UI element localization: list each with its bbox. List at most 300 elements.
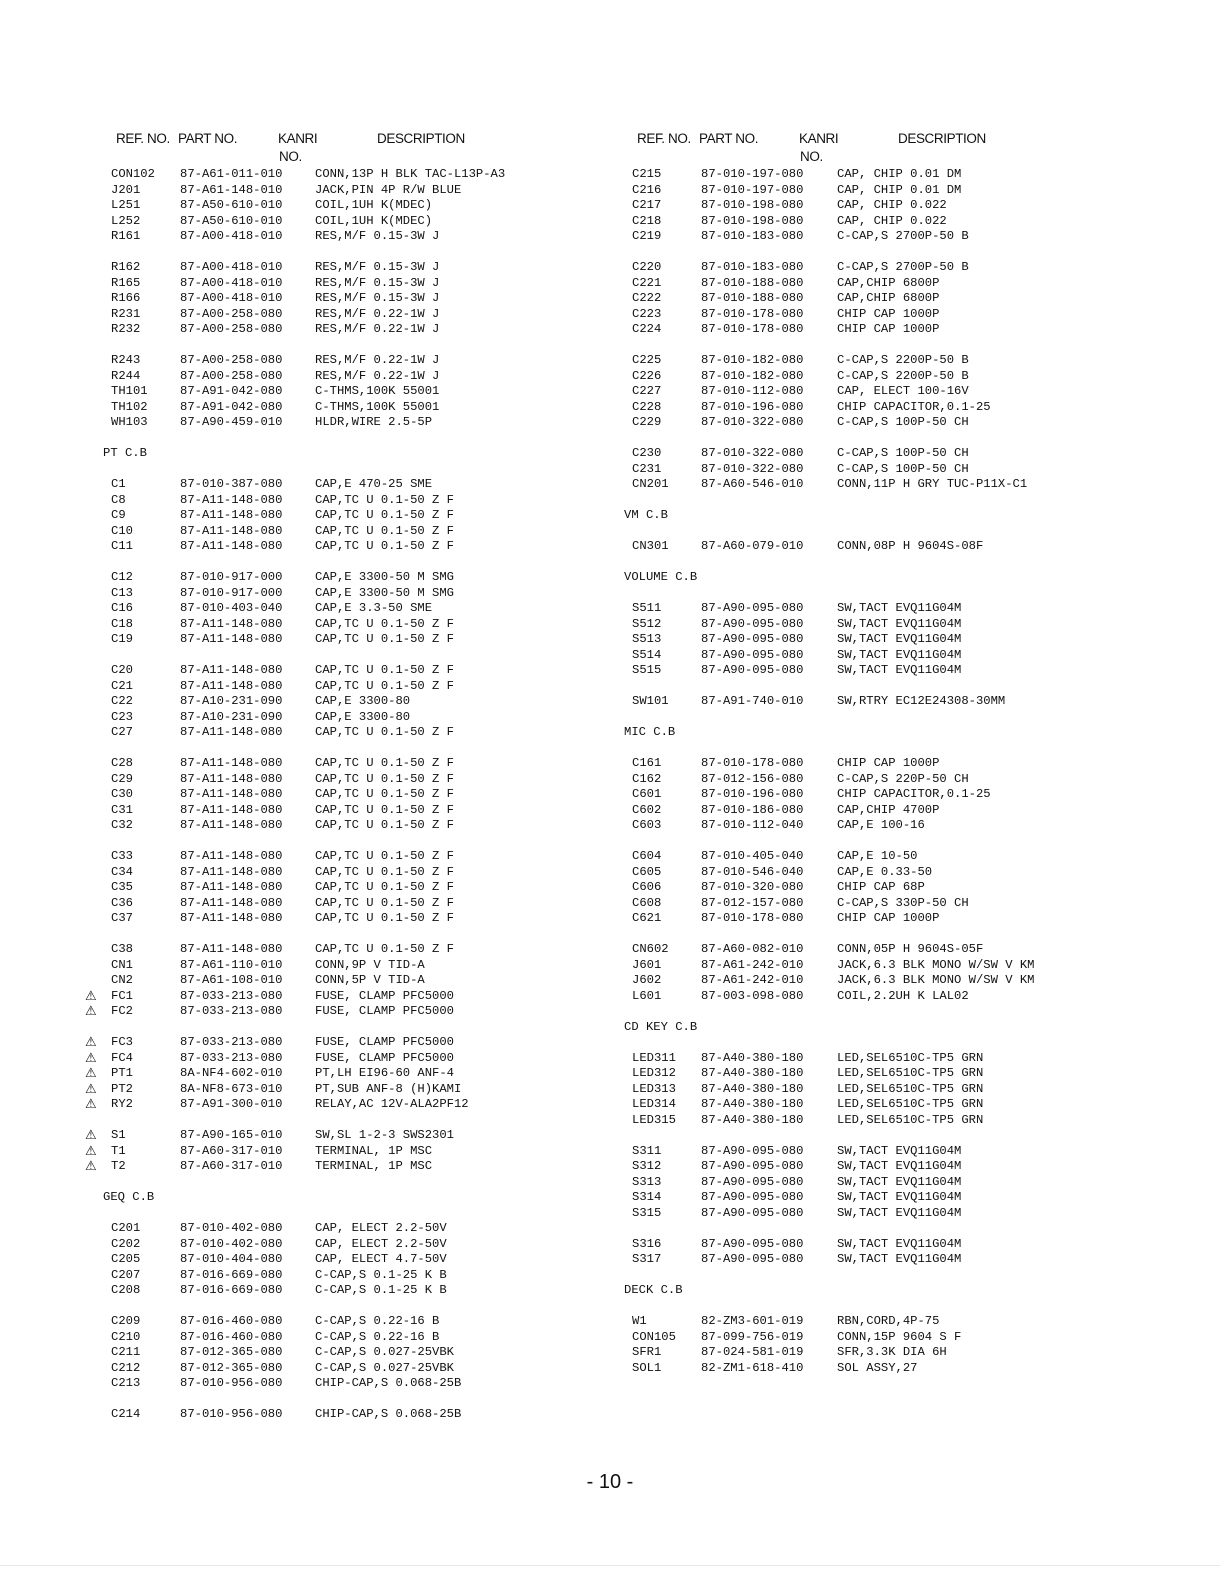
part-row	[615, 353, 1175, 369]
ref-no-cell: S515	[632, 663, 662, 677]
description-cell: RBN,CORD,4P-75	[837, 1314, 940, 1328]
part-no-cell: 87-A11-148-080	[180, 849, 283, 863]
safety-warning-icon: ⚠	[85, 1066, 97, 1081]
part-row	[615, 617, 1175, 633]
part-row	[82, 1004, 622, 1020]
ref-no-cell: S315	[632, 1205, 662, 1220]
part-no-cell: 87-A11-148-080	[180, 771, 283, 786]
ref-no-cell: C222	[632, 291, 662, 305]
ref-no-cell: C10	[111, 523, 133, 538]
ref-no-cell: CN301	[632, 539, 669, 553]
section-title	[82, 1190, 622, 1206]
description-cell: RES,M/F 0.15-3W J	[315, 229, 440, 243]
part-row	[82, 865, 622, 881]
ref-no-cell: R165	[111, 275, 141, 290]
ref-no-cell: C605	[632, 864, 662, 879]
ref-no-cell: C30	[111, 787, 133, 801]
part-row	[82, 369, 622, 385]
part-row	[82, 1035, 622, 1051]
part-no-cell: 87-A61-110-010	[180, 957, 283, 972]
description-cell: CAP,TC U 0.1-50 Z F	[315, 911, 454, 925]
part-row	[615, 865, 1175, 881]
ref-no-cell: R166	[111, 291, 141, 305]
description-cell: SW,SL 1-2-3 SWS2301	[315, 1128, 454, 1142]
part-row	[82, 1361, 622, 1377]
part-row	[82, 307, 622, 323]
description-cell: C-CAP,S 220P-50 CH	[837, 771, 969, 786]
ref-no-cell: C36	[111, 895, 133, 910]
description-cell: CAP,TC U 0.1-50 Z F	[315, 508, 454, 522]
section-title-text: DECK C.B	[624, 1283, 683, 1297]
part-no-cell: 87-010-182-080	[701, 368, 804, 383]
description-cell: CAP,TC U 0.1-50 Z F	[315, 787, 454, 801]
description-cell: CAP, CHIP 0.01 DM	[837, 182, 962, 197]
description-cell: CAP,TC U 0.1-50 Z F	[315, 895, 454, 910]
part-no-cell: 87-010-403-040	[180, 601, 283, 615]
part-row	[615, 772, 1175, 788]
part-row	[615, 958, 1175, 974]
part-row	[615, 1237, 1175, 1253]
part-row	[82, 384, 622, 400]
part-no-cell: 87-010-917-000	[180, 570, 283, 584]
part-no-cell: 87-010-402-080	[180, 1236, 283, 1251]
description-cell: C-CAP,S 0.22-16 B	[315, 1314, 440, 1328]
part-row	[82, 1407, 622, 1423]
part-no-cell: 87-A90-165-010	[180, 1128, 283, 1142]
part-no-cell: 87-A90-095-080	[701, 1174, 804, 1189]
part-row	[615, 818, 1175, 834]
description-cell: CHIP CAP 1000P	[837, 306, 940, 321]
part-no-cell: 87-010-196-080	[701, 787, 804, 801]
part-no-cell: 87-010-182-080	[701, 353, 804, 367]
part-no-cell: 87-010-188-080	[701, 275, 804, 290]
ref-no-cell: C207	[111, 1267, 141, 1282]
header-kanri-no: NO.	[279, 149, 302, 164]
description-cell: RES,M/F 0.22-1W J	[315, 368, 440, 383]
part-no-cell: 87-010-956-080	[180, 1407, 283, 1421]
description-cell: CAP,TC U 0.1-50 Z F	[315, 942, 454, 956]
part-row	[82, 989, 622, 1005]
ref-no-cell: C27	[111, 725, 133, 739]
part-row	[615, 1252, 1175, 1268]
part-no-cell: 87-A60-079-010	[701, 539, 804, 553]
ref-no-cell: L251	[111, 198, 141, 212]
ref-no-cell: C601	[632, 787, 662, 801]
description-cell: CAP,E 3300-80	[315, 694, 411, 708]
description-cell: JACK,6.3 BLK MONO W/SW V KM	[837, 957, 1035, 972]
description-cell: C-CAP,S 100P-50 CH	[837, 446, 969, 460]
section-title	[615, 725, 1175, 741]
part-row	[82, 679, 622, 695]
description-cell: CAP,E 3.3-50 SME	[315, 601, 433, 615]
ref-no-cell: C9	[111, 508, 126, 522]
description-cell: CAP, ELECT 2.2-50V	[315, 1236, 447, 1251]
ref-no-cell: C20	[111, 663, 133, 677]
description-cell: RES,M/F 0.22-1W J	[315, 306, 440, 321]
description-cell: C-CAP,S 0.027-25VBK	[315, 1345, 454, 1359]
description-cell: RES,M/F 0.22-1W J	[315, 353, 440, 367]
description-cell: CONN,13P H BLK TAC-L13P-A3	[315, 167, 506, 181]
part-no-cell: 87-010-405-040	[701, 849, 804, 863]
ref-no-cell: C219	[632, 229, 662, 243]
part-no-cell: 87-A10-231-090	[180, 694, 283, 708]
part-row	[615, 1361, 1175, 1377]
ref-no-cell: C608	[632, 895, 662, 910]
part-no-cell: 87-A60-317-010	[180, 1143, 283, 1158]
row-spacer	[82, 1299, 622, 1315]
part-no-cell: 87-A11-148-080	[180, 539, 283, 553]
part-row	[615, 849, 1175, 865]
ref-no-cell: C209	[111, 1314, 141, 1328]
ref-no-cell: C32	[111, 818, 133, 832]
part-no-cell: 87-A11-148-080	[180, 895, 283, 910]
part-row	[82, 183, 622, 199]
part-row	[82, 508, 622, 524]
part-row	[615, 942, 1175, 958]
part-no-cell: 87-A61-148-010	[180, 182, 283, 197]
part-row	[615, 446, 1175, 462]
description-cell: SW,TACT EVQ11G04M	[837, 663, 962, 677]
part-no-cell: 87-A00-258-080	[180, 368, 283, 383]
parts-list-right-column	[615, 131, 1175, 1376]
part-no-cell: 87-010-197-080	[701, 167, 804, 181]
part-row	[82, 400, 622, 416]
part-row	[82, 772, 622, 788]
description-cell: SW,TACT EVQ11G04M	[837, 632, 962, 646]
ref-no-cell: SFR1	[632, 1345, 662, 1359]
ref-no-cell: C215	[632, 167, 662, 181]
ref-no-cell: S512	[632, 616, 662, 631]
description-cell: C-CAP,S 0.027-25VBK	[315, 1360, 454, 1375]
ref-no-cell: C161	[632, 756, 662, 770]
description-cell: C-CAP,S 100P-50 CH	[837, 461, 969, 476]
part-row	[615, 1082, 1175, 1098]
section-title	[615, 508, 1175, 524]
description-cell: SOL ASSY,27	[837, 1360, 918, 1375]
part-row	[82, 756, 622, 772]
part-no-cell: 87-033-213-080	[180, 1050, 283, 1065]
header-part-no: PART NO.	[699, 131, 759, 146]
part-row	[615, 880, 1175, 896]
ref-no-cell: S313	[632, 1174, 662, 1189]
part-row	[82, 539, 622, 555]
header-kanri-no: NO.	[800, 149, 823, 164]
part-no-cell: 87-A91-300-010	[180, 1097, 283, 1111]
part-row	[615, 183, 1175, 199]
part-no-cell: 87-A40-380-180	[701, 1097, 804, 1111]
ref-no-cell: C12	[111, 570, 133, 584]
part-no-cell: 87-A40-380-180	[701, 1050, 804, 1065]
description-cell: CAP,TC U 0.1-50 Z F	[315, 756, 454, 770]
ref-no-cell: TH101	[111, 384, 148, 398]
part-row	[615, 198, 1175, 214]
part-row	[82, 198, 622, 214]
ref-no-cell: R243	[111, 353, 141, 367]
ref-no-cell: R232	[111, 322, 141, 336]
description-cell: CAP,TC U 0.1-50 Z F	[315, 864, 454, 879]
part-no-cell: 87-A00-258-080	[180, 353, 283, 367]
part-no-cell: 87-010-186-080	[701, 802, 804, 817]
description-cell: CONN,08P H 9604S-08F	[837, 539, 984, 553]
description-cell: C-CAP,S 0.1-25 K B	[315, 1283, 447, 1297]
part-no-cell: 82-ZM1-618-410	[701, 1360, 804, 1375]
part-no-cell: 87-A90-095-080	[701, 647, 804, 662]
ref-no-cell: C205	[111, 1252, 141, 1266]
description-cell: SW,RTRY EC12E24308-30MM	[837, 694, 1006, 708]
ref-no-cell: C228	[632, 399, 662, 414]
part-row	[82, 725, 622, 741]
part-no-cell: 87-A90-095-080	[701, 1236, 804, 1251]
description-cell: CAP, ELECT 100-16V	[837, 384, 969, 398]
part-row	[615, 462, 1175, 478]
description-cell: FUSE, CLAMP PFC5000	[315, 1004, 454, 1018]
ref-no-cell: C227	[632, 384, 662, 398]
row-spacer	[615, 1128, 1175, 1144]
part-no-cell: 87-016-669-080	[180, 1267, 283, 1282]
part-no-cell: 87-010-183-080	[701, 260, 804, 274]
description-cell: CAP,CHIP 6800P	[837, 275, 940, 290]
part-row	[82, 617, 622, 633]
ref-no-cell: C225	[632, 353, 662, 367]
part-no-cell: 87-033-213-080	[180, 1035, 283, 1049]
part-no-cell: 87-A11-148-080	[180, 523, 283, 538]
ref-no-cell: C217	[632, 198, 662, 212]
part-row	[615, 307, 1175, 323]
ref-no-cell: C19	[111, 632, 133, 646]
part-row	[615, 369, 1175, 385]
section-title-text: VOLUME C.B	[624, 570, 698, 584]
part-row	[615, 384, 1175, 400]
part-row	[615, 1097, 1175, 1113]
description-cell: CAP,E 3300-80	[315, 709, 411, 724]
section-title	[615, 1020, 1175, 1036]
part-no-cell: 87-A11-148-080	[180, 818, 283, 832]
part-no-cell: 87-016-460-080	[180, 1329, 283, 1344]
section-title-text: CD KEY C.B	[624, 1019, 698, 1034]
description-cell: C-CAP,S 100P-50 CH	[837, 415, 969, 429]
description-cell: LED,SEL6510C-TP5 GRN	[837, 1112, 984, 1127]
description-cell: COIL,2.2UH K LAL02	[837, 988, 969, 1003]
description-cell: SW,TACT EVQ11G04M	[837, 601, 962, 615]
part-no-cell: 87-A00-418-010	[180, 229, 283, 243]
part-no-cell: 87-A61-242-010	[701, 957, 804, 972]
part-no-cell: 87-010-917-000	[180, 585, 283, 600]
part-no-cell: 87-010-402-080	[180, 1221, 283, 1235]
description-cell: C-CAP,S 2200P-50 B	[837, 353, 969, 367]
description-cell: FUSE, CLAMP PFC5000	[315, 1050, 454, 1065]
part-no-cell: 87-A61-108-010	[180, 973, 283, 987]
description-cell: HLDR,WIRE 2.5-5P	[315, 415, 433, 429]
description-cell: RES,M/F 0.15-3W J	[315, 275, 440, 290]
description-cell: JACK,6.3 BLK MONO W/SW V KM	[837, 973, 1035, 987]
description-cell: TERMINAL, 1P MSC	[315, 1143, 433, 1158]
part-row	[82, 710, 622, 726]
part-row	[82, 849, 622, 865]
part-no-cell: 82-ZM3-601-019	[701, 1314, 804, 1328]
part-no-cell: 87-A61-011-010	[180, 167, 283, 181]
description-cell: CAP,TC U 0.1-50 Z F	[315, 678, 454, 693]
part-no-cell: 87-010-178-080	[701, 322, 804, 336]
ref-no-cell: S511	[632, 601, 662, 615]
part-no-cell: 87-A61-242-010	[701, 973, 804, 987]
description-cell: CAP,TC U 0.1-50 Z F	[315, 492, 454, 507]
ref-no-cell: C602	[632, 802, 662, 817]
description-cell: C-THMS,100K 55001	[315, 399, 440, 414]
part-no-cell: 87-A50-610-010	[180, 198, 283, 212]
description-cell: CAP, CHIP 0.022	[837, 198, 947, 212]
parts-list-left-column	[82, 131, 622, 1423]
section-title	[615, 570, 1175, 586]
part-no-cell: 87-010-322-080	[701, 415, 804, 429]
part-no-cell: 87-A91-042-080	[180, 399, 283, 414]
part-no-cell: 87-A91-042-080	[180, 384, 283, 398]
description-cell: RES,M/F 0.15-3W J	[315, 260, 440, 274]
part-no-cell: 87-A11-148-080	[180, 508, 283, 522]
ref-no-cell: CON102	[111, 167, 155, 181]
row-spacer	[615, 245, 1175, 261]
part-no-cell: 87-A11-148-080	[180, 492, 283, 507]
ref-no-cell: C216	[632, 182, 662, 197]
description-cell: COIL,1UH K(MDEC)	[315, 198, 433, 212]
ref-no-cell: C8	[111, 492, 126, 507]
description-cell: CHIP CAP 1000P	[837, 911, 940, 925]
part-no-cell: 87-012-365-080	[180, 1360, 283, 1375]
part-row	[615, 663, 1175, 679]
part-no-cell: 8A-NF8-673-010	[180, 1081, 283, 1096]
ref-no-cell: RY2	[111, 1097, 133, 1111]
description-cell: CONN,5P V TID-A	[315, 973, 425, 987]
ref-no-cell: C226	[632, 368, 662, 383]
description-cell: SW,TACT EVQ11G04M	[837, 1252, 962, 1266]
description-cell: RELAY,AC 12V-ALA2PF12	[315, 1097, 469, 1111]
description-cell: SW,TACT EVQ11G04M	[837, 647, 962, 662]
ref-no-cell: J201	[111, 182, 141, 197]
part-row	[82, 1376, 622, 1392]
part-no-cell: 87-A00-258-080	[180, 306, 283, 321]
part-no-cell: 87-A50-610-010	[180, 213, 283, 228]
part-row	[615, 229, 1175, 245]
part-no-cell: 87-010-183-080	[701, 229, 804, 243]
part-row	[615, 322, 1175, 338]
part-row	[82, 477, 622, 493]
ref-no-cell: L252	[111, 213, 141, 228]
ref-no-cell: C28	[111, 756, 133, 770]
header-description: DESCRIPTION	[377, 131, 465, 146]
part-no-cell: 87-010-320-080	[701, 880, 804, 894]
row-spacer	[82, 1392, 622, 1408]
description-cell: PT,LH EI96-60 ANF-4	[315, 1066, 454, 1080]
description-cell: CHIP-CAP,S 0.068-25B	[315, 1407, 462, 1421]
part-no-cell: 87-A11-148-080	[180, 678, 283, 693]
section-title	[82, 446, 622, 462]
part-row	[615, 214, 1175, 230]
description-cell: CAP,TC U 0.1-50 Z F	[315, 880, 454, 894]
part-no-cell: 87-A90-095-080	[701, 601, 804, 615]
ref-no-cell: C22	[111, 694, 133, 708]
parts-rows	[82, 167, 622, 1423]
part-row	[615, 632, 1175, 648]
part-no-cell: 87-010-188-080	[701, 291, 804, 305]
description-cell: CAP, CHIP 0.022	[837, 213, 947, 228]
ref-no-cell: T2	[111, 1159, 126, 1173]
ref-no-cell: C621	[632, 911, 662, 925]
part-row	[82, 1252, 622, 1268]
part-row	[615, 477, 1175, 493]
header-description: DESCRIPTION	[898, 131, 986, 146]
ref-no-cell: PT2	[111, 1081, 133, 1096]
part-row	[615, 167, 1175, 183]
part-row	[82, 1268, 622, 1284]
ref-no-cell: C18	[111, 616, 133, 631]
ref-no-cell: FC3	[111, 1035, 133, 1049]
part-row	[82, 291, 622, 307]
description-cell: CAP,E 3300-50 M SMG	[315, 585, 454, 600]
description-cell: LED,SEL6510C-TP5 GRN	[837, 1066, 984, 1080]
part-row	[82, 818, 622, 834]
ref-no-cell: L601	[632, 988, 662, 1003]
safety-warning-icon: ⚠	[85, 1035, 97, 1050]
part-no-cell: 87-A11-148-080	[180, 616, 283, 631]
part-row	[615, 989, 1175, 1005]
part-row	[615, 1190, 1175, 1206]
ref-no-cell: C202	[111, 1236, 141, 1251]
part-no-cell: 87-A40-380-180	[701, 1112, 804, 1127]
description-cell: CHIP-CAP,S 0.068-25B	[315, 1376, 462, 1390]
part-no-cell: 87-033-213-080	[180, 1004, 283, 1018]
description-cell: SW,TACT EVQ11G04M	[837, 1236, 962, 1251]
description-cell: C-THMS,100K 55001	[315, 384, 440, 398]
description-cell: CAP,E 10-50	[837, 849, 918, 863]
ref-no-cell: C11	[111, 539, 133, 553]
part-no-cell: 87-A10-231-090	[180, 709, 283, 724]
ref-no-cell: C31	[111, 802, 133, 817]
row-spacer	[82, 834, 622, 850]
ref-no-cell: C221	[632, 275, 662, 290]
part-row	[82, 322, 622, 338]
ref-no-cell: LED315	[632, 1112, 676, 1127]
ref-no-cell: C208	[111, 1283, 141, 1297]
part-no-cell: 87-A11-148-080	[180, 756, 283, 770]
part-row	[615, 291, 1175, 307]
ref-no-cell: T1	[111, 1143, 126, 1158]
part-no-cell: 87-012-365-080	[180, 1345, 283, 1359]
header-ref-no: REF. NO.	[637, 131, 691, 146]
part-no-cell: 87-010-404-080	[180, 1252, 283, 1266]
part-no-cell: 87-010-198-080	[701, 213, 804, 228]
part-row	[615, 756, 1175, 772]
description-cell: C-CAP,S 2200P-50 B	[837, 368, 969, 383]
header-part-no: PART NO.	[178, 131, 238, 146]
part-row	[82, 586, 622, 602]
part-row	[615, 1159, 1175, 1175]
ref-no-cell: S514	[632, 647, 662, 662]
ref-no-cell: FC1	[111, 988, 133, 1003]
ref-no-cell: S312	[632, 1159, 662, 1173]
description-cell: CHIP CAPACITOR,0.1-25	[837, 399, 991, 414]
part-row	[615, 260, 1175, 276]
part-row	[82, 570, 622, 586]
description-cell: CAP,CHIP 4700P	[837, 802, 940, 817]
ref-no-cell: CN201	[632, 477, 669, 491]
part-no-cell: 87-016-460-080	[180, 1314, 283, 1328]
row-spacer	[82, 1113, 622, 1129]
part-row	[615, 276, 1175, 292]
ref-no-cell: C21	[111, 678, 133, 693]
part-no-cell: 87-A00-418-010	[180, 275, 283, 290]
header-kanri: KANRI	[278, 131, 318, 146]
description-cell: CHIP CAP 1000P	[837, 756, 940, 770]
part-row	[615, 896, 1175, 912]
